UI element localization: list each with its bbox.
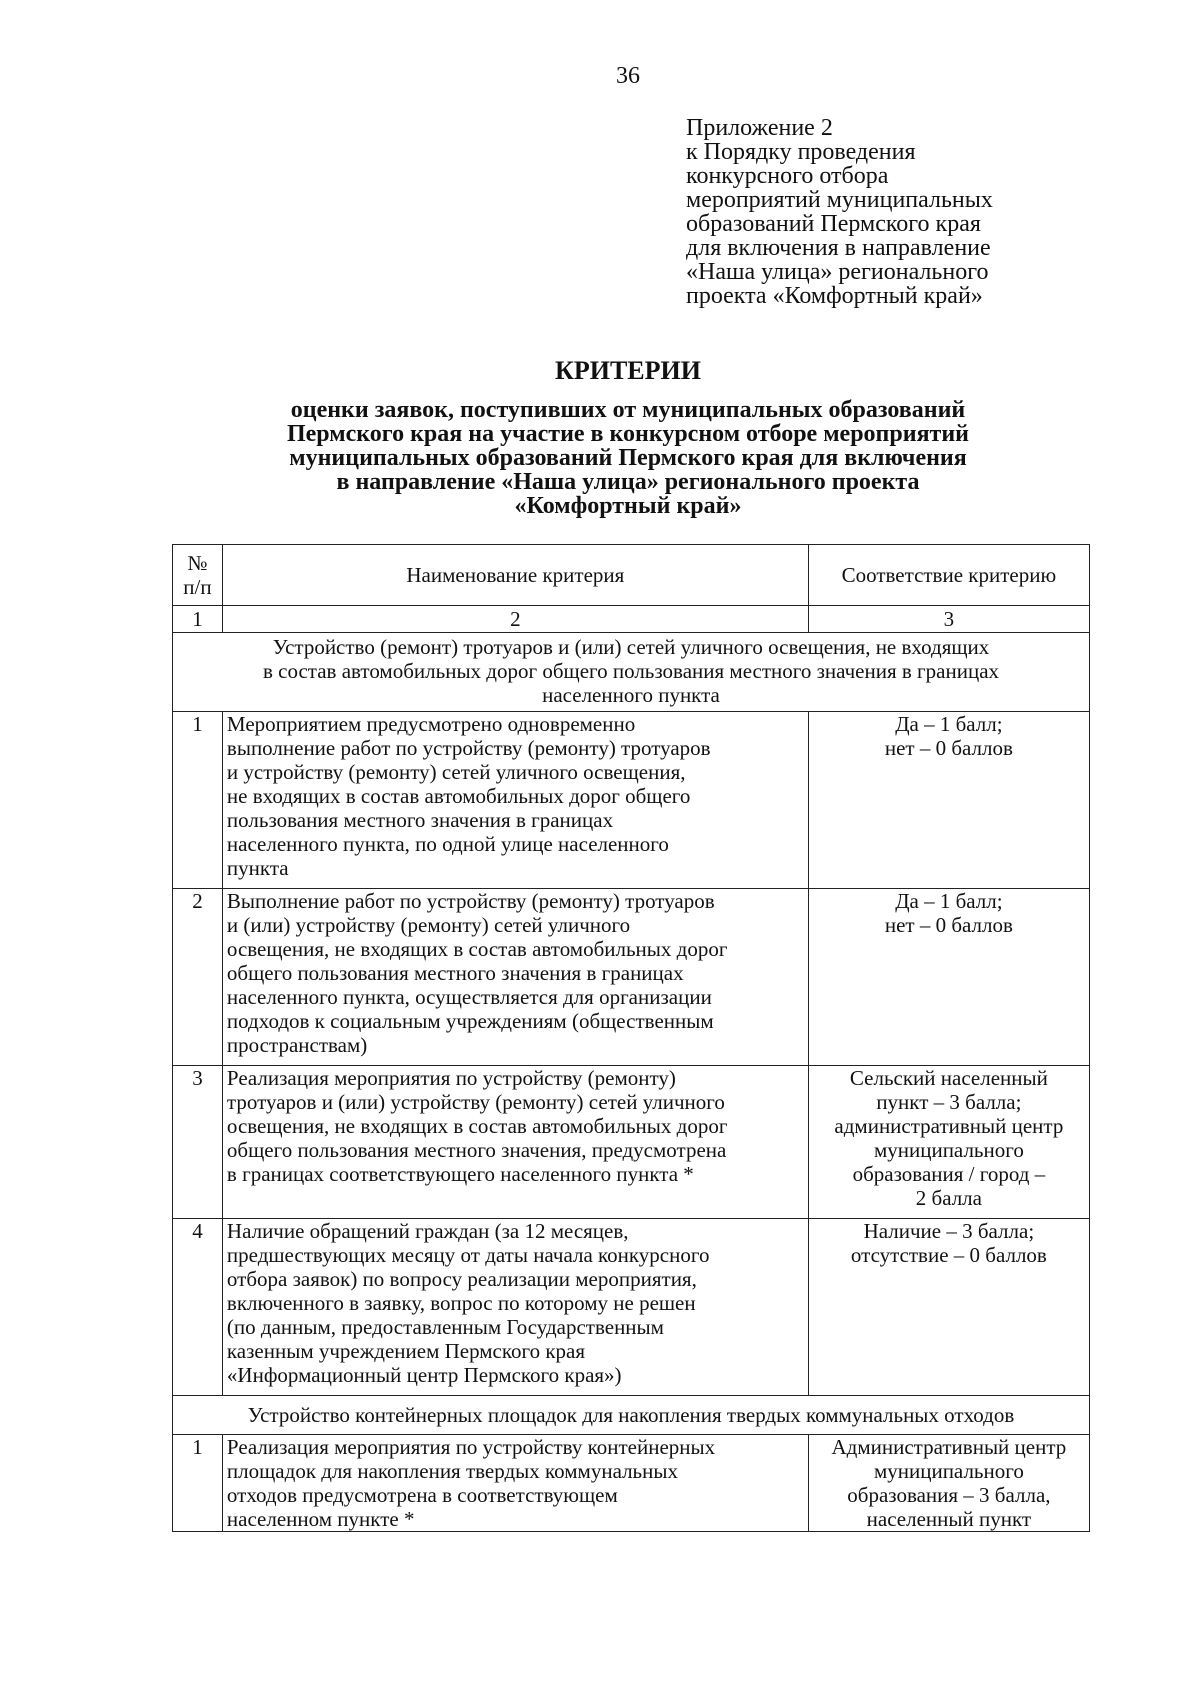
criterion-line: Реализация мероприятия по устройству (ремонту) bbox=[226, 1066, 676, 1090]
criterion-line: «Информационный центр Пермского края») bbox=[226, 1363, 622, 1387]
appendix-line: для включения в направление bbox=[686, 235, 991, 261]
score-line: Сельский населенный bbox=[849, 1066, 1048, 1090]
appendix-line: образований Пермского края bbox=[686, 211, 981, 237]
score-line: населенный пункт bbox=[866, 1507, 1032, 1531]
index-cell: 2 bbox=[222, 606, 808, 633]
subtitle-line: «Комфортный край» bbox=[514, 493, 742, 519]
row-number: 2 bbox=[173, 889, 223, 1066]
criterion-score bbox=[808, 1219, 1089, 1396]
criterion-line: общего пользования местного значения в границах bbox=[226, 961, 684, 985]
subtitle-line: муниципальных образований Пермского края для включения bbox=[289, 445, 967, 471]
score-line: муниципального bbox=[873, 1459, 1024, 1483]
score-line: Административный центр bbox=[831, 1435, 1067, 1459]
criterion-line: Наличие обращений граждан (за 12 месяцев, bbox=[226, 1219, 629, 1243]
page-number: 36 bbox=[616, 63, 640, 89]
score-line: образования / город – bbox=[852, 1162, 1046, 1186]
section-heading bbox=[173, 1396, 1090, 1435]
appendix-line: Приложение 2 bbox=[686, 115, 833, 141]
table-index-row bbox=[173, 606, 1090, 633]
criterion-line: пространствам) bbox=[226, 1033, 368, 1057]
criterion-score bbox=[808, 712, 1089, 889]
subtitle-line: Пермского края на участие в конкурсном отборе мероприятий bbox=[286, 421, 969, 447]
index-cell: 1 bbox=[173, 606, 223, 633]
document-subtitle bbox=[0, 398, 1200, 518]
criterion-line: в границах соответствующего населенного пункта * bbox=[226, 1162, 694, 1186]
appendix-note bbox=[686, 116, 1106, 308]
criterion-line: населенного пункта, осуществляется для организации bbox=[226, 985, 712, 1009]
table-row bbox=[173, 1219, 1090, 1396]
table-row bbox=[173, 1066, 1090, 1219]
table-row bbox=[173, 889, 1090, 1066]
criterion-line: пункта bbox=[226, 856, 289, 880]
score-line: отсутствие – 0 баллов bbox=[850, 1243, 1047, 1267]
criterion-line: тротуаров и (или) устройству (ремонту) сетей уличного bbox=[226, 1090, 725, 1114]
criterion-line: отходов предусмотрена в соответствующем bbox=[226, 1483, 618, 1507]
criterion-name bbox=[222, 1219, 808, 1396]
criterion-line: освещения, не входящих в состав автомобильных дорог bbox=[226, 1114, 728, 1138]
criterion-score bbox=[808, 889, 1089, 1066]
criterion-line: Мероприятием предусмотрено одновременно bbox=[226, 712, 636, 736]
score-line: муниципального bbox=[873, 1138, 1024, 1162]
section-row bbox=[173, 633, 1090, 712]
criterion-line: не входящих в состав автомобильных дорог общего bbox=[226, 784, 691, 808]
criterion-name bbox=[222, 1435, 808, 1532]
appendix-line: «Наша улица» регионального bbox=[686, 259, 989, 285]
header-number: № п/п bbox=[173, 545, 223, 606]
criterion-score bbox=[808, 1066, 1089, 1219]
criterion-line: включенного в заявку, вопрос по которому не решен bbox=[226, 1291, 696, 1315]
section-heading bbox=[173, 633, 1090, 712]
criterion-score bbox=[808, 1435, 1089, 1532]
score-line: образования – 3 балла, bbox=[847, 1483, 1051, 1507]
criterion-line: населенном пункте * bbox=[226, 1507, 415, 1531]
subtitle-line: в направление «Наша улица» регионального проекта bbox=[336, 469, 920, 495]
row-number: 4 bbox=[173, 1219, 223, 1396]
criterion-line: и (или) устройству (ремонту) сетей уличного bbox=[226, 913, 631, 937]
table-row bbox=[173, 1435, 1090, 1532]
section-line: Устройство (ремонт) тротуаров и (или) сетей уличного освещения, не входящих bbox=[272, 635, 990, 659]
criterion-line: площадок для накопления твердых коммунальных bbox=[226, 1459, 678, 1483]
criterion-line: общего пользования местного значения, предусмотрена bbox=[226, 1138, 727, 1162]
criterion-line: пользования местного значения в границах bbox=[226, 808, 614, 832]
score-line: Да – 1 балл; bbox=[895, 889, 1003, 913]
section-row bbox=[173, 1396, 1090, 1435]
section-line: населенного пункта bbox=[542, 683, 720, 707]
criterion-name bbox=[222, 889, 808, 1066]
criterion-line: отбора заявок) по вопросу реализации мероприятия, bbox=[226, 1267, 697, 1291]
section-line: Устройство контейнерных площадок для накопления твердых коммунальных отходов bbox=[247, 1403, 1015, 1427]
criterion-line: (по данным, предоставленным Государственным bbox=[226, 1315, 664, 1339]
criterion-name bbox=[222, 1066, 808, 1219]
appendix-line: к Порядку проведения bbox=[686, 139, 916, 165]
criterion-line: выполнение работ по устройству (ремонту) тротуаров bbox=[226, 736, 711, 760]
score-line: Наличие – 3 балла; bbox=[863, 1219, 1035, 1243]
criterion-line: предшествующих месяцу от даты начала конкурсного bbox=[226, 1243, 710, 1267]
table-header-row bbox=[173, 545, 1090, 606]
criterion-line: подходов к социальным учреждениям (общественным bbox=[226, 1009, 714, 1033]
criterion-line: населенного пункта, по одной улице населенного bbox=[226, 832, 669, 856]
criterion-name bbox=[222, 712, 808, 889]
appendix-line: конкурсного отбора bbox=[686, 163, 889, 189]
criterion-line: Выполнение работ по устройству (ремонту) тротуаров bbox=[226, 889, 715, 913]
document-title: КРИТЕРИИ bbox=[555, 356, 701, 385]
criteria-table bbox=[172, 544, 1090, 1532]
header-criterion-name: Наименование критерия bbox=[222, 545, 808, 606]
score-line: нет – 0 баллов bbox=[884, 913, 1013, 937]
score-line: Да – 1 балл; bbox=[895, 712, 1003, 736]
subtitle-line: оценки заявок, поступивших от муниципальных образований bbox=[290, 397, 966, 423]
score-line: нет – 0 баллов bbox=[884, 736, 1013, 760]
score-line: 2 балла bbox=[915, 1186, 982, 1210]
score-line: пункт – 3 балла; bbox=[876, 1090, 1022, 1114]
criterion-line: Реализация мероприятия по устройству контейнерных bbox=[226, 1435, 716, 1459]
row-number: 3 bbox=[173, 1066, 223, 1219]
table-row bbox=[173, 712, 1090, 889]
row-number: 1 bbox=[173, 712, 223, 889]
criterion-line: освещения, не входящих в состав автомобильных дорог bbox=[226, 937, 728, 961]
criterion-line: и устройству (ремонту) сетей уличного освещения, bbox=[226, 760, 686, 784]
header-criterion-score: Соответствие критерию bbox=[808, 545, 1089, 606]
section-line: в состав автомобильных дорог общего пользования местного значения в границах bbox=[262, 659, 1000, 683]
appendix-line: проекта «Комфортный край» bbox=[686, 283, 983, 309]
appendix-line: мероприятий муниципальных bbox=[686, 187, 993, 213]
criterion-line: казенным учреждением Пермского края bbox=[226, 1339, 586, 1363]
score-line: административный центр bbox=[834, 1114, 1064, 1138]
row-number: 1 bbox=[173, 1435, 223, 1532]
index-cell: 3 bbox=[808, 606, 1089, 633]
